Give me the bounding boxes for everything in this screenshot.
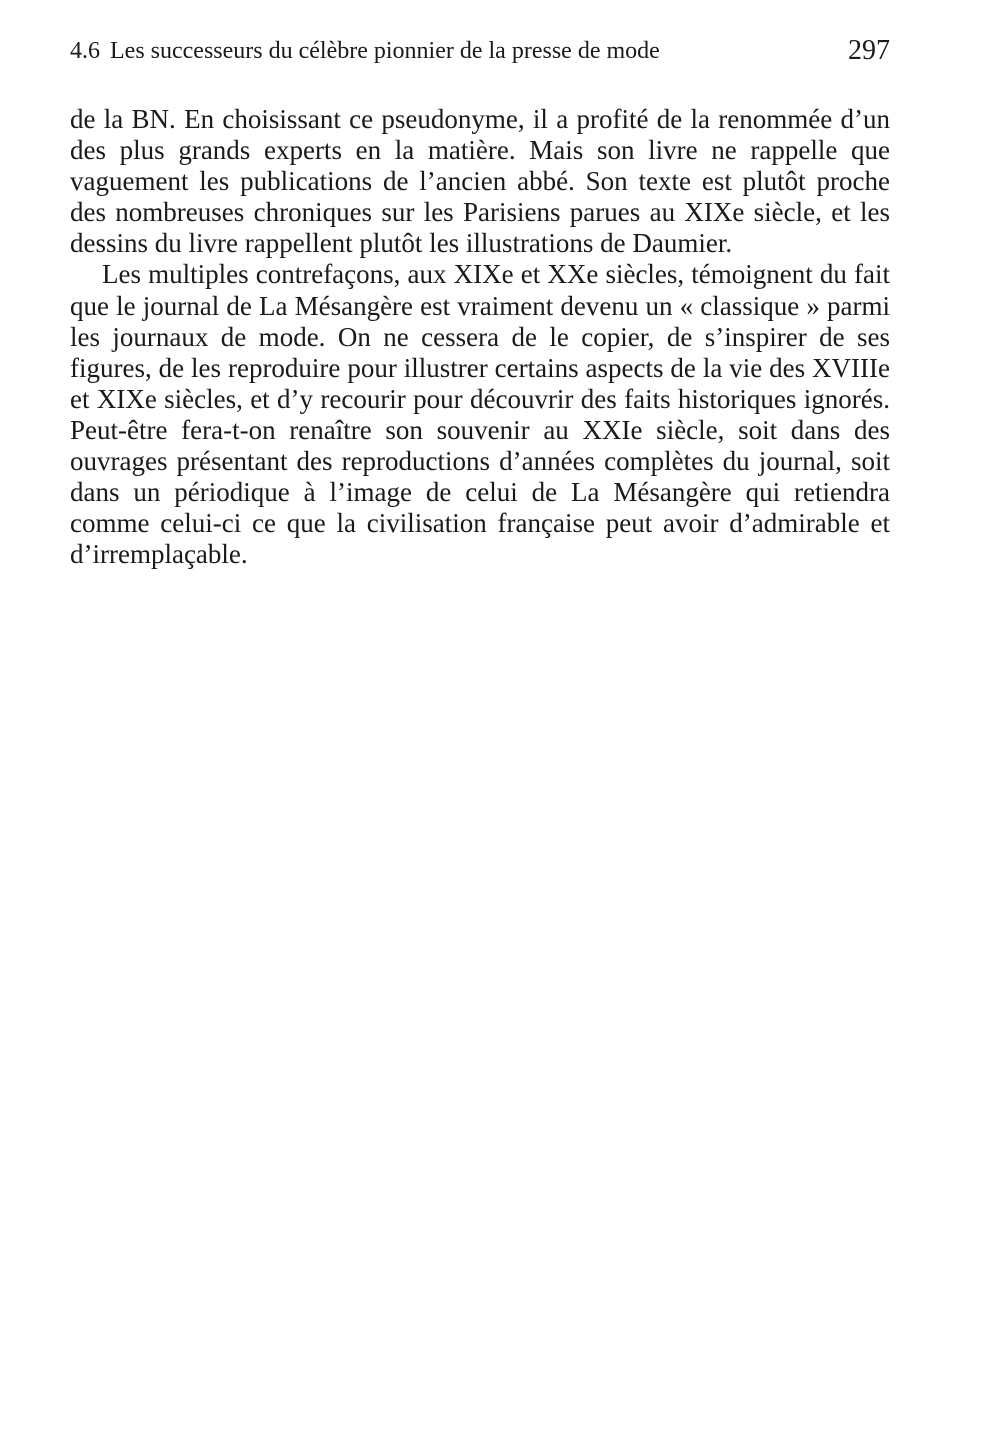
paragraph-continuation: de la BN. En choisissant ce pseudonyme, il a profité de la renommée d’un des plus grands experts en la matière. Mais son livre ne rappelle que vaguement les publications de l’ancien abbé. Son texte est plutôt proche des nombreuses chroniques sur les Parisiens parues au XIXe siècle, et les dessins du livre rappellent plutôt les illustrations de Daumier.	[70, 104, 890, 259]
section-number: 4.6	[70, 38, 100, 64]
paragraph-contrefacons: Les multiples contrefaçons, aux XIXe et XXe siècles, témoignent du fait que le journal de La Mésangère est vraiment devenu un « classique » parmi les journaux de mode. On ne cessera de le copier, de s’inspirer de ses figures, de les reproduire pour illustrer certains aspects de la vie des XVIIIe et XIXe siècles, et d’y recourir pour découvrir des faits historiques ignorés. Peut-être fera-t-on renaître son souvenir au XXIe siècle, soit dans des ouvrages présentant des reproductions d’années complètes du journal, soit dans un périodique à l’image de celui de La Mésangère qui retiendra comme celui-ci ce que la civilisation française peut avoir d’admirable et d’irremplaçable.	[70, 259, 890, 570]
section-title: Les successeurs du célèbre pionnier de la presse de mode	[110, 38, 660, 64]
page-number: 297	[848, 35, 890, 66]
running-head	[70, 34, 890, 68]
body-text	[70, 104, 890, 570]
